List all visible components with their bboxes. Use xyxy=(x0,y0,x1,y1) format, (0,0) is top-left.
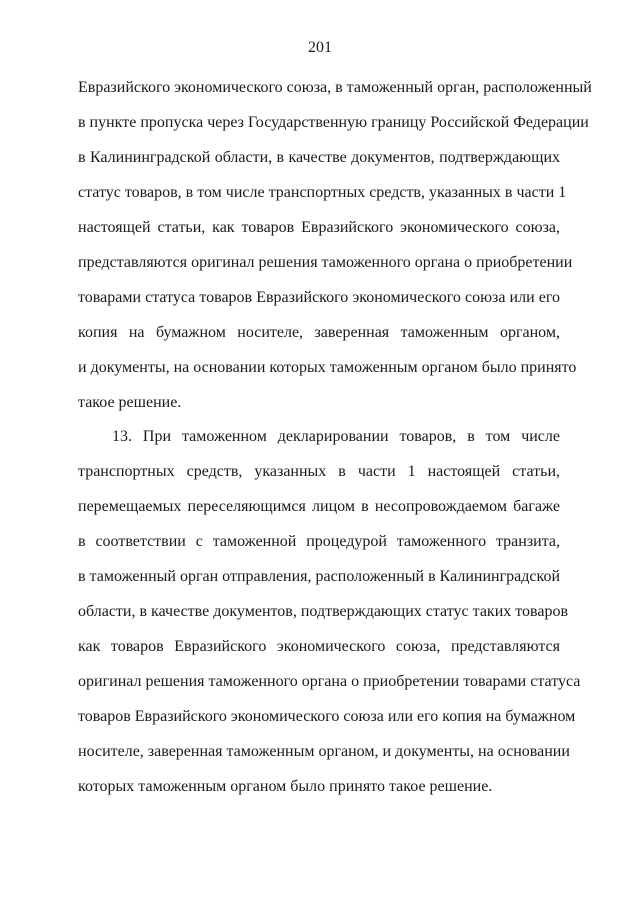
text-line: статус товаров, в том числе транспортных средств, указанных в части 1 xyxy=(78,184,567,201)
text-line: копия на бумажном носителе, заверенная таможенным органом, xyxy=(78,324,560,341)
text-line: носителе, заверенная таможенным органом, и документы, на основании xyxy=(78,743,570,760)
text-line: в пункте пропуска через Государственную границу Российской Федерации xyxy=(78,114,589,131)
text-line: такое решение. xyxy=(78,394,182,411)
text-line: представляются оригинал решения таможенного органа о приобретении xyxy=(78,254,573,271)
text-line: Евразийского экономического союза, в таможенный орган, расположенный xyxy=(78,79,592,96)
text-line: перемещаемых переселяющимся лицом в несопровождаемом багаже xyxy=(78,498,560,515)
text-line: настоящей статьи, как товаров Евразийского экономического союза, xyxy=(78,219,560,236)
text-line: в Калининградской области, в качестве документов, подтверждающих xyxy=(78,149,560,166)
text-line: которых таможенным органом было принято такое решение. xyxy=(78,778,493,795)
paragraph-13 xyxy=(78,419,581,804)
paragraph-continuation xyxy=(78,70,592,420)
page-number: 201 xyxy=(308,39,332,56)
text-line: товаров Евразийского экономического союза или его копия на бумажном xyxy=(78,708,576,725)
text-line: оригинал решения таможенного органа о приобретении товарами статуса xyxy=(78,673,581,690)
text-line: в соответствии с таможенной процедурой таможенного транзита, xyxy=(78,533,560,550)
text-line: транспортных средств, указанных в части 1 настоящей статьи, xyxy=(78,463,560,480)
text-line: и документы, на основании которых таможенным органом было принято xyxy=(78,359,577,376)
text-line: как товаров Евразийского экономического союза, представляются xyxy=(78,638,560,655)
text-line: в таможенный орган отправления, расположенный в Калининградской xyxy=(78,568,560,585)
text-line: товарами статуса товаров Евразийского экономического союза или его xyxy=(78,289,560,306)
text-line: 13. При таможенном декларировании товаров, в том числе xyxy=(112,428,560,445)
text-line: области, в качестве документов, подтверждающих статус таких товаров xyxy=(78,603,569,620)
